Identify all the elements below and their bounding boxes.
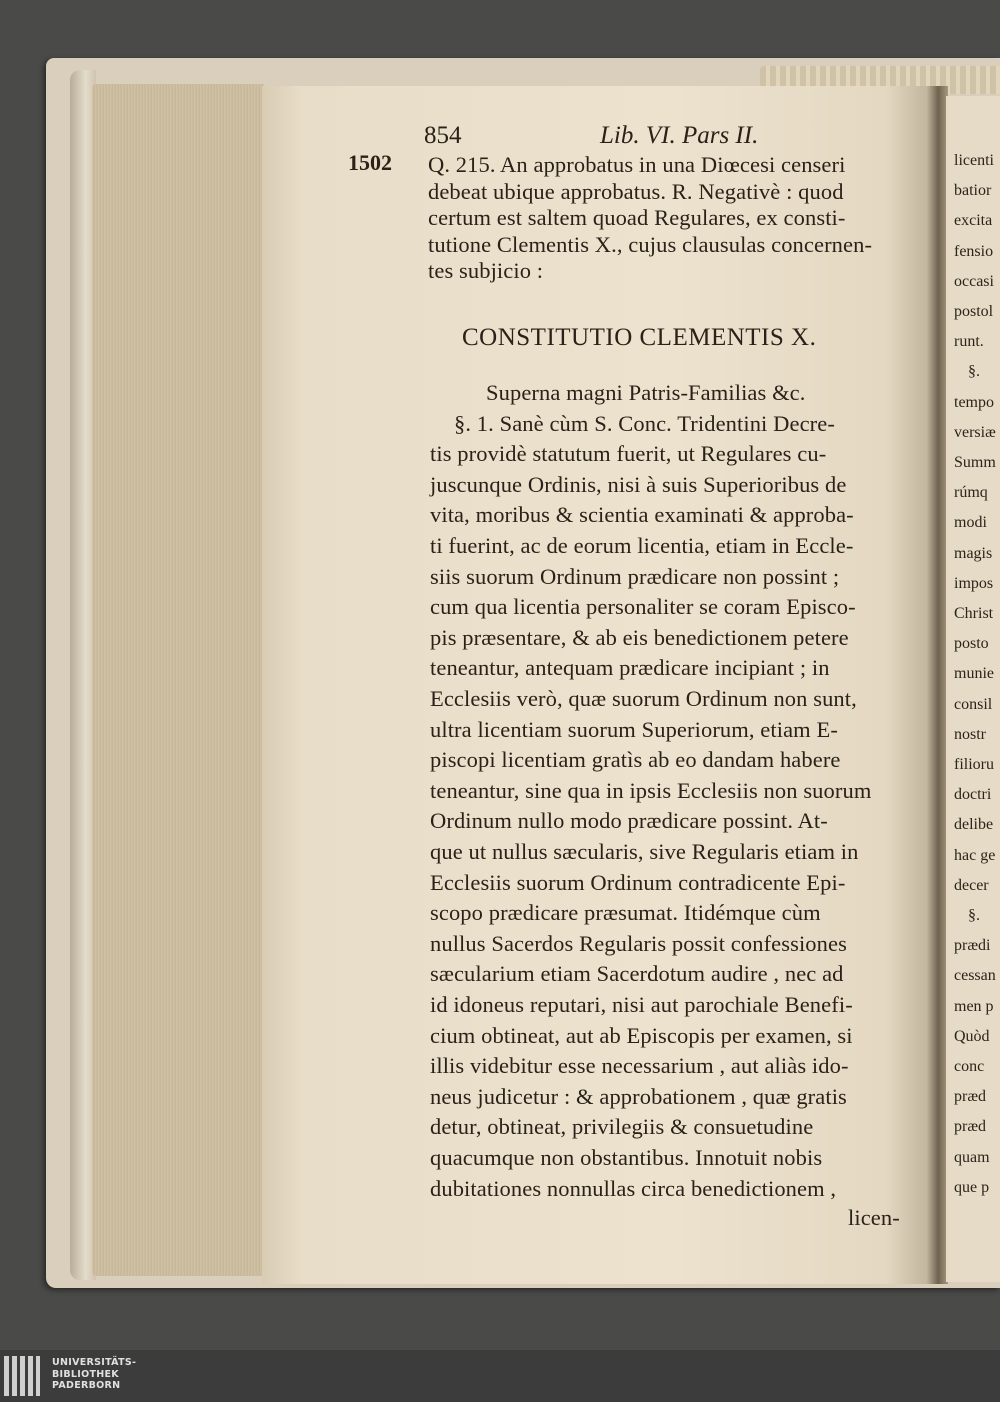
facing-text-line: Summ — [954, 454, 996, 471]
facing-page — [946, 96, 1000, 1282]
running-title: Lib. VI. Pars II. — [600, 122, 759, 149]
library-name-line: BIBLIOTHEK — [52, 1368, 119, 1380]
text-line: juscunque Ordinis, nisi à suis Superioribus de — [430, 471, 847, 497]
facing-text-line: prædi — [954, 937, 991, 955]
text-line: neus judicetur : & approbationem , quæ gratis — [430, 1083, 847, 1109]
library-footer — [0, 1350, 1000, 1402]
facing-text-line: nostr — [954, 725, 986, 743]
facing-text-line: excita — [954, 212, 993, 230]
facing-text-line: runt. — [954, 333, 984, 351]
text-line: §. 1. Sanè cùm S. Conc. Tridentini Decre- — [454, 410, 835, 436]
text-line: cum qua licentia personaliter se coram Episco- — [430, 594, 856, 620]
facing-text-line: rúmq — [954, 484, 988, 502]
text-line: id idoneus reputari, nisi aut parochiale Benefi- — [430, 992, 853, 1017]
book-gutter — [926, 86, 948, 1284]
facing-text-line: præd — [954, 1088, 986, 1106]
text-line: Ecclesiis verò, quæ suorum Ordinum non sunt, — [430, 686, 857, 711]
text-line: Ordinum nullo modo prædicare possint. At- — [430, 808, 828, 834]
text-line: pis præsentare, & ab eis benedictionem petere — [430, 624, 849, 650]
facing-text-line: que p — [954, 1178, 990, 1196]
facing-text-line: doctri — [954, 786, 992, 804]
catchword: licen- — [848, 1205, 900, 1230]
page-number: 854 — [424, 122, 462, 149]
facing-text-line: posto — [954, 635, 989, 653]
text-line: vita, moribus & scientia examinati & approba- — [430, 502, 854, 528]
library-name-line: PADERBORN — [52, 1380, 121, 1391]
facing-text-line: magis — [954, 544, 993, 562]
text-line: Q. 215. An approbatus in una Diœcesi censeri — [428, 152, 846, 177]
text-line: piscopi licentiam gratìs ab eo dandam habere — [430, 747, 841, 773]
text-line: Ecclesiis suorum Ordinum contradicente Epi- — [430, 869, 846, 895]
facing-text-line: filioru — [954, 756, 994, 773]
text-line: nullus Sacerdos Regularis possit confessiones — [430, 930, 847, 956]
text-line: dubitationes nonnullas circa benedictionem , — [430, 1175, 837, 1201]
facing-text-line: versiæ — [954, 423, 996, 441]
text-line: debeat ubique approbatus. R. Negativè : quod — [428, 178, 844, 204]
text-line: tutione Clementis X., cujus clausulas concernen- — [428, 231, 873, 257]
text-line: cium obtineat, aut ab Episcopis per examen, si — [430, 1022, 853, 1048]
facing-text-line: munie — [954, 665, 994, 683]
text-line: sæcularium etiam Sacerdotum audire , nec ad — [430, 961, 844, 987]
text-line: ti fuerint, ac de eorum licentia, etiam in Eccle- — [430, 533, 854, 558]
page-edges — [92, 84, 264, 1276]
facing-text-line: consil — [954, 695, 993, 713]
text-line: detur, obtineat, privilegiis & consuetudine — [430, 1114, 814, 1140]
facing-text-line: postol — [954, 303, 994, 320]
facing-text-line: §. — [968, 363, 980, 381]
facing-text-line: cessan — [954, 967, 996, 985]
facing-text-line: Quòd — [954, 1027, 990, 1045]
text-line: scopo prædicare præsumat. Itidémque cùm — [430, 900, 821, 926]
facing-text-line: delibe — [954, 816, 994, 834]
text-line: tes subjicio : — [428, 258, 544, 283]
margin-number: 1502 — [348, 150, 392, 175]
facing-text-line: modi — [954, 514, 987, 532]
facing-text-line: men p — [954, 997, 994, 1015]
facing-text-line: conc — [954, 1058, 985, 1075]
text-line: Superna magni Patris-Familias &c. — [486, 380, 806, 405]
text-line: teneantur, sine qua in ipsis Ecclesiis non suorum — [430, 777, 872, 803]
text-line: teneantur, antequam prædicare incipiant ; in — [430, 655, 830, 681]
facing-text-line: §. — [968, 907, 980, 924]
text-line: que ut nullus sæcularis, sive Regularis etiam in — [430, 839, 859, 864]
section-title: CONSTITUTIO CLEMENTIS X. — [462, 324, 817, 351]
library-name — [52, 1357, 136, 1392]
facing-text-line: decer — [954, 876, 989, 894]
facing-text-line: præd — [954, 1118, 986, 1136]
facing-text-line: quam — [954, 1148, 990, 1166]
facing-text-line: tempo — [954, 393, 994, 411]
facing-text-line: impos — [954, 574, 994, 592]
text-line: certum est saltem quoad Regulares, ex consti- — [428, 205, 846, 230]
library-name-line: UNIVERSITÄTS- — [52, 1357, 137, 1368]
library-logo-icon — [4, 1356, 44, 1396]
text-line: illis videbitur esse necessarium , aut aliàs ido- — [430, 1053, 849, 1079]
text-line: quacumque non obstantibus. Innotuit nobis — [430, 1145, 823, 1170]
facing-text-line: batior — [954, 182, 992, 200]
text-line: ultra licentiam suorum Superiorum, etiam E- — [430, 716, 838, 742]
text-line: siis suorum Ordinum prædicare non possint ; — [430, 563, 840, 589]
facing-text-line: fensio — [954, 242, 994, 260]
text-line: tis providè statutum fuerit, ut Regulares cu- — [430, 441, 827, 467]
facing-text-line: Christ — [954, 605, 994, 622]
facing-text-line: licenti — [954, 152, 994, 169]
facing-text-line: hac ge — [954, 846, 996, 864]
facing-text-line: occasi — [954, 272, 994, 290]
